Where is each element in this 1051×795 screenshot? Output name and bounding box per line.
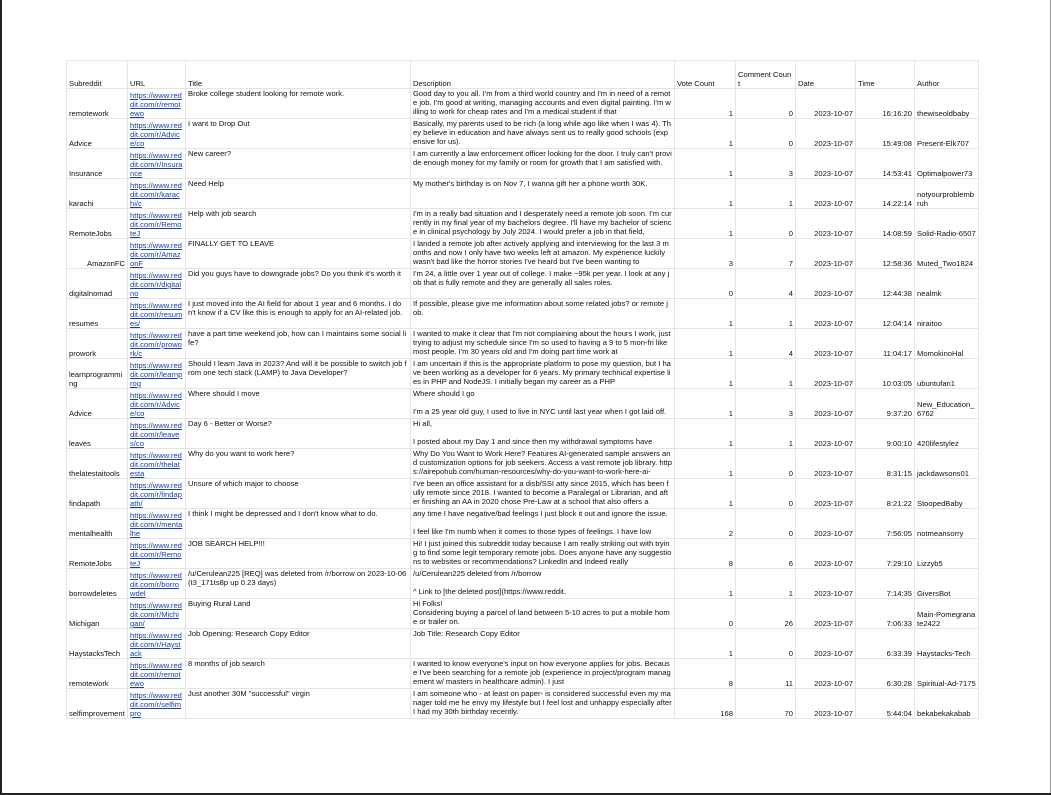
cell-date: 2023-10-07 <box>796 389 856 419</box>
cell-vote-count: 1 <box>675 89 736 119</box>
cell-subreddit: borrowdeletes <box>67 569 128 599</box>
cell-vote-count: 1 <box>675 449 736 479</box>
cell-url[interactable] <box>128 329 186 359</box>
cell-description: I'm 24, a little over 1 year out of college. I make ~95k per year. I look at any job that is fully remote and they are generally all sales roles. <box>411 269 675 299</box>
cell-title: Unsure of which major to choose <box>186 479 411 509</box>
url-link[interactable]: https://www.reddit.com/r/selfimpro <box>130 691 182 718</box>
cell-author: notyourproblembruh <box>915 179 979 209</box>
cell-author: jackdawsons01 <box>915 449 979 479</box>
cell-subreddit: thelatestaitools <box>67 449 128 479</box>
url-link[interactable]: https://www.reddit.com/r/remotewo <box>130 91 182 118</box>
cell-time: 14:22:14 <box>856 179 915 209</box>
cell-title: New career? <box>186 149 411 179</box>
cell-comment-count: 11 <box>736 659 796 689</box>
cell-url[interactable] <box>128 599 186 629</box>
cell-title: JOB SEARCH HELP!!! <box>186 539 411 569</box>
cell-url[interactable] <box>128 509 186 539</box>
cell-vote-count: 1 <box>675 629 736 659</box>
table-row <box>67 689 979 719</box>
cell-subreddit: AmazonFC <box>67 239 128 269</box>
url-link[interactable]: https://www.reddit.com/r/Haystack <box>130 631 182 658</box>
cell-comment-count: 26 <box>736 599 796 629</box>
cell-comment-count: 1 <box>736 419 796 449</box>
cell-description: If possible, please give me information about some related jobs? or remote job. <box>411 299 675 329</box>
cell-url[interactable] <box>128 569 186 599</box>
url-link[interactable]: https://www.reddit.com/r/RemoteJ <box>130 541 182 568</box>
cell-author: 420lifestylez <box>915 419 979 449</box>
url-link[interactable]: https://www.reddit.com/r/AmazonF <box>130 241 182 268</box>
cell-author: niraitoo <box>915 299 979 329</box>
cell-vote-count: 0 <box>675 269 736 299</box>
cell-date: 2023-10-07 <box>796 179 856 209</box>
cell-url[interactable] <box>128 209 186 239</box>
cell-url[interactable] <box>128 629 186 659</box>
cell-comment-count: 4 <box>736 329 796 359</box>
cell-description: Hi all, I posted about my Day 1 and since then my withdrawal symptoms have <box>411 419 675 449</box>
table-row <box>67 569 979 599</box>
cell-url[interactable] <box>128 149 186 179</box>
cell-url[interactable] <box>128 479 186 509</box>
url-link[interactable]: https://www.reddit.com/r/learnprog <box>130 361 183 388</box>
posts-table <box>66 60 979 719</box>
cell-url[interactable] <box>128 239 186 269</box>
cell-description: I wanted to make it clear that I'm not complaining about the hours I work, just trying to adjust my schedule since I'm so used to having a 9 to 5 mon-fri like most people. I'm 30 years old and I'm doing part time work at <box>411 329 675 359</box>
cell-comment-count: 0 <box>736 629 796 659</box>
cell-time: 16:16:20 <box>856 89 915 119</box>
cell-url[interactable] <box>128 359 186 389</box>
table-row <box>67 389 979 419</box>
header-url: URL <box>128 61 186 89</box>
cell-date: 2023-10-07 <box>796 119 856 149</box>
cell-title: 8 months of job search <box>186 659 411 689</box>
cell-title: I want to Drop Out <box>186 119 411 149</box>
cell-description: Job Title: Research Copy Editor <box>411 629 675 659</box>
cell-description: I am uncertain if this is the appropriate platform to pose my question, but I have been working as a developer for 6 years. My primary technical expertise lies in PHP and NodeJS. I initially began my career as a PHP <box>411 359 675 389</box>
cell-description: Good day to you all. I'm from a third world country and I'm in need of a remote job. I'm good at writing, managing accounts and even digital painting. I'm willing to work for cheap rates and I'm a medical student if that <box>411 89 675 119</box>
cell-vote-count: 2 <box>675 509 736 539</box>
url-link[interactable]: https://www.reddit.com/r/thelatesta <box>130 451 182 478</box>
cell-time: 6:33:39 <box>856 629 915 659</box>
cell-comment-count: 70 <box>736 689 796 719</box>
cell-author: StoopedBaby <box>915 479 979 509</box>
cell-title: I think I might be depressed and I don't know what to do. <box>186 509 411 539</box>
cell-comment-count: 6 <box>736 539 796 569</box>
cell-subreddit: RemoteJobs <box>67 209 128 239</box>
cell-subreddit: prowork <box>67 329 128 359</box>
cell-author: Haystacks-Tech <box>915 629 979 659</box>
url-link[interactable]: https://www.reddit.com/r/Insurance <box>130 151 183 178</box>
cell-vote-count: 1 <box>675 479 736 509</box>
table-row <box>67 149 979 179</box>
table-row <box>67 89 979 119</box>
url-link[interactable]: https://www.reddit.com/r/findapath/ <box>130 481 182 508</box>
cell-url[interactable] <box>128 689 186 719</box>
table-row <box>67 599 979 629</box>
cell-url[interactable] <box>128 269 186 299</box>
cell-title: Buying Rural Land <box>186 599 411 629</box>
cell-title: Did you guys have to downgrade jobs? Do you think it's worth it <box>186 269 411 299</box>
cell-subreddit: Michigan <box>67 599 128 629</box>
cell-comment-count: 1 <box>736 359 796 389</box>
cell-title: Should I learn Java in 2023? And will it be possible to switch job from one tech stack (LAMP) to Java Developer? <box>186 359 411 389</box>
cell-vote-count: 1 <box>675 179 736 209</box>
cell-url[interactable] <box>128 419 186 449</box>
cell-time: 6:30:28 <box>856 659 915 689</box>
cell-author: nealmk <box>915 269 979 299</box>
header-date: Date <box>796 61 856 89</box>
cell-time: 14:53:41 <box>856 149 915 179</box>
cell-description: any time I have negative/bad feelings I just block it out and ignore the issue. I feel like I'm numb when it comes to those types of feelings. I have low <box>411 509 675 539</box>
cell-description: I'm in a really bad situation and I desperately need a remote job soon. I'm currently in my final year of my bachelors degree. I'll have my bachelor of science in clinical psychology by July 2024. I would prefer a job in that field, <box>411 209 675 239</box>
cell-author: Main-Pomegranate2422 <box>915 599 979 629</box>
window-left-edge <box>0 0 2 795</box>
cell-date: 2023-10-07 <box>796 629 856 659</box>
cell-date: 2023-10-07 <box>796 359 856 389</box>
table-row <box>67 539 979 569</box>
table-row <box>67 359 979 389</box>
cell-title: have a part time weekend job, how can I maintains some social life? <box>186 329 411 359</box>
table-body <box>67 89 979 719</box>
cell-time: 9:37:20 <box>856 389 915 419</box>
cell-title: Where should I move <box>186 389 411 419</box>
cell-title: I just moved into the AI field for about 1 year and 6 months. I don't know if a CV like this is enough to apply for an AI-related job. <box>186 299 411 329</box>
cell-subreddit: mentalhealth <box>67 509 128 539</box>
cell-title: Job Opening: Research Copy Editor <box>186 629 411 659</box>
cell-vote-count: 1 <box>675 389 736 419</box>
header-comment-count: Comment Count <box>736 61 796 89</box>
cell-vote-count: 1 <box>675 359 736 389</box>
cell-subreddit: leaves <box>67 419 128 449</box>
cell-comment-count: 0 <box>736 209 796 239</box>
cell-vote-count: 0 <box>675 599 736 629</box>
cell-subreddit: Insurance <box>67 149 128 179</box>
table-row <box>67 479 979 509</box>
cell-date: 2023-10-07 <box>796 479 856 509</box>
table-row <box>67 329 979 359</box>
cell-time: 15:49:08 <box>856 119 915 149</box>
cell-subreddit: learnprogramming <box>67 359 128 389</box>
cell-comment-count: 7 <box>736 239 796 269</box>
cell-vote-count: 1 <box>675 419 736 449</box>
cell-date: 2023-10-07 <box>796 239 856 269</box>
cell-author: ubuntufan1 <box>915 359 979 389</box>
cell-subreddit: selfimprovement <box>67 689 128 719</box>
cell-subreddit: remotework <box>67 659 128 689</box>
table-row <box>67 299 979 329</box>
cell-date: 2023-10-07 <box>796 539 856 569</box>
cell-vote-count: 3 <box>675 239 736 269</box>
cell-author: Present-Elk707 <box>915 119 979 149</box>
cell-author: notmeansorry <box>915 509 979 539</box>
cell-url[interactable] <box>128 299 186 329</box>
cell-title: Why do you want to work here? <box>186 449 411 479</box>
cell-url[interactable] <box>128 389 186 419</box>
cell-url[interactable] <box>128 179 186 209</box>
header-row <box>67 61 979 89</box>
cell-time: 7:29:10 <box>856 539 915 569</box>
header-author: Author <box>915 61 979 89</box>
cell-vote-count: 1 <box>675 149 736 179</box>
cell-title: /u/Cerulean225 [REQ] was deleted from /r/borrow on 2023-10-06 (t3_171ts8p up 0.23 days) <box>186 569 411 599</box>
cell-time: 12:04:14 <box>856 299 915 329</box>
cell-time: 7:56:05 <box>856 509 915 539</box>
cell-time: 12:44:38 <box>856 269 915 299</box>
cell-subreddit: HaystacksTech <box>67 629 128 659</box>
cell-url[interactable] <box>128 449 186 479</box>
url-link[interactable]: https://www.reddit.com/r/prowork/c <box>130 331 182 358</box>
cell-description: Why Do You Want to Work Here? Features AI-generated sample answers and customization options for job seekers. Access a vast remote job library. https://airepohub.com/human-resources/why-do-you-want-to-work-here-ai- <box>411 449 675 479</box>
cell-author: Spiritual-Ad-7175 <box>915 659 979 689</box>
cell-date: 2023-10-07 <box>796 659 856 689</box>
cell-subreddit: karachi <box>67 179 128 209</box>
cell-title: Broke college student looking for remote work. <box>186 89 411 119</box>
cell-comment-count: 0 <box>736 89 796 119</box>
cell-description: Where should I go I'm a 25 year old guy, I used to live in NYC until last year when I got laid off. <box>411 389 675 419</box>
table-row <box>67 209 979 239</box>
cell-comment-count: 1 <box>736 569 796 599</box>
cell-description: I am currently a law enforcement officer looking for the door. I truly can't provide enough money for my family or room for growth that I am satisfied with. <box>411 149 675 179</box>
cell-title: Help with job search <box>186 209 411 239</box>
cell-comment-count: 3 <box>736 149 796 179</box>
cell-time: 7:14:35 <box>856 569 915 599</box>
cell-date: 2023-10-07 <box>796 299 856 329</box>
url-link[interactable]: https://www.reddit.com/r/karachi/c <box>130 181 182 208</box>
cell-date: 2023-10-07 <box>796 269 856 299</box>
cell-comment-count: 3 <box>736 389 796 419</box>
url-link[interactable]: https://www.reddit.com/r/Michigan/ <box>130 601 182 628</box>
url-link[interactable]: https://www.reddit.com/r/RemoteJ <box>130 211 182 238</box>
cell-subreddit: findapath <box>67 479 128 509</box>
cell-subreddit: digitalnomad <box>67 269 128 299</box>
cell-title: Day 6 - Better or Worse? <box>186 419 411 449</box>
cell-time: 7:06:33 <box>856 599 915 629</box>
url-link[interactable]: https://www.reddit.com/r/digitalno <box>130 271 182 298</box>
cell-author: thewiseoldbaby <box>915 89 979 119</box>
table-row <box>67 119 979 149</box>
cell-title: FINALLY GET TO LEAVE <box>186 239 411 269</box>
url-link[interactable]: https://www.reddit.com/r/leaves/co <box>130 421 182 448</box>
header-time: Time <box>856 61 915 89</box>
url-link[interactable]: https://www.reddit.com/r/Advice/co <box>130 391 182 418</box>
cell-comment-count: 1 <box>736 299 796 329</box>
cell-date: 2023-10-07 <box>796 419 856 449</box>
header-subreddit: Subreddit <box>67 61 128 89</box>
cell-time: 5:44:04 <box>856 689 915 719</box>
table-row <box>67 419 979 449</box>
cell-time: 10:03:05 <box>856 359 915 389</box>
cell-description: I am someone who - at least on paper- is considered successful even my manager told me he envy my lifestyle but I feel lost and unhappy especially after I had my 30th birthday recently. <box>411 689 675 719</box>
cell-vote-count: 1 <box>675 569 736 599</box>
cell-description: /u/Cerulean225 deleted from /r/borrow ^ Link to [the deleted post](https://www.reddit. <box>411 569 675 599</box>
cell-subreddit: remotework <box>67 89 128 119</box>
cell-vote-count: 1 <box>675 119 736 149</box>
cell-date: 2023-10-07 <box>796 509 856 539</box>
cell-description: Basically, my parents used to be rich (a long while ago like when I was 4). They believe in education and have always sent us to really good schools (expensive for us). <box>411 119 675 149</box>
cell-date: 2023-10-07 <box>796 89 856 119</box>
cell-date: 2023-10-07 <box>796 329 856 359</box>
cell-title: Need Help <box>186 179 411 209</box>
cell-vote-count: 1 <box>675 209 736 239</box>
cell-subreddit: Advice <box>67 389 128 419</box>
cell-date: 2023-10-07 <box>796 569 856 599</box>
cell-time: 8:21:22 <box>856 479 915 509</box>
table-row <box>67 179 979 209</box>
cell-description: I landed a remote job after actively applying and interviewing for the last 3 months and now I only have two weeks left at amazon. My experience luckily wasn't bad like the horror stories I've heard but I've been wanting to <box>411 239 675 269</box>
table-row <box>67 269 979 299</box>
url-link[interactable]: https://www.reddit.com/r/mentalhe <box>130 511 183 538</box>
cell-author: GiversBot <box>915 569 979 599</box>
table-row <box>67 239 979 269</box>
header-vote-count: Vote Count <box>675 61 736 89</box>
cell-description: Hi Folks! Considering buying a parcel of land between 5-10 acres to put a mobile home or trailer on. <box>411 599 675 629</box>
cell-vote-count: 8 <box>675 539 736 569</box>
cell-vote-count: 1 <box>675 329 736 359</box>
cell-time: 9:00:10 <box>856 419 915 449</box>
cell-url[interactable] <box>128 659 186 689</box>
cell-author: Optimalpower73 <box>915 149 979 179</box>
table-row <box>67 629 979 659</box>
cell-comment-count: 1 <box>736 179 796 209</box>
cell-date: 2023-10-07 <box>796 689 856 719</box>
cell-time: 12:58:36 <box>856 239 915 269</box>
cell-description: I've been an office assistant for a disb/SSI atty since 2015, which has been fully remote since 2018. I wanted to become a Paralegal or Librarian, and after finishing an AA in 2020 chose Pre-Law at a school that also offers a <box>411 479 675 509</box>
cell-comment-count: 0 <box>736 509 796 539</box>
cell-url[interactable] <box>128 119 186 149</box>
cell-comment-count: 0 <box>736 449 796 479</box>
cell-description: I wanted to know everyone's input on how everyone applies for jobs. Because I've been searching for a remote job (experience in project/program management w/ masters in healthcare admin). I just <box>411 659 675 689</box>
cell-title: Just another 30M "successful" virgin <box>186 689 411 719</box>
table-row <box>67 509 979 539</box>
spreadsheet-page <box>66 60 978 719</box>
cell-subreddit: Advice <box>67 119 128 149</box>
url-link[interactable]: https://www.reddit.com/r/Advice/co <box>130 121 182 148</box>
cell-subreddit: RemoteJobs <box>67 539 128 569</box>
cell-vote-count: 8 <box>675 659 736 689</box>
table-row <box>67 659 979 689</box>
url-link[interactable]: https://www.reddit.com/r/remotewo <box>130 661 182 688</box>
cell-description: My mother's birthday is on Nov 7, I wanna gift her a phone worth 30K. <box>411 179 675 209</box>
url-link[interactable]: https://www.reddit.com/r/resumes/ <box>130 301 183 328</box>
cell-comment-count: 4 <box>736 269 796 299</box>
cell-author: New_Education_6762 <box>915 389 979 419</box>
header-description: Description <box>411 61 675 89</box>
url-link[interactable]: https://www.reddit.com/r/borrowdel <box>130 571 182 598</box>
cell-date: 2023-10-07 <box>796 149 856 179</box>
cell-subreddit: resumes <box>67 299 128 329</box>
cell-time: 8:31:15 <box>856 449 915 479</box>
cell-author: bekabekakabab <box>915 689 979 719</box>
cell-comment-count: 0 <box>736 119 796 149</box>
cell-author: Lizzyb5 <box>915 539 979 569</box>
header-title: Title <box>186 61 411 89</box>
cell-date: 2023-10-07 <box>796 449 856 479</box>
cell-date: 2023-10-07 <box>796 209 856 239</box>
cell-comment-count: 0 <box>736 479 796 509</box>
cell-author: Solid-Radio-6507 <box>915 209 979 239</box>
cell-url[interactable] <box>128 539 186 569</box>
table-row <box>67 449 979 479</box>
cell-time: 14:08:59 <box>856 209 915 239</box>
cell-author: MomokinoHal <box>915 329 979 359</box>
cell-date: 2023-10-07 <box>796 599 856 629</box>
cell-url[interactable] <box>128 89 186 119</box>
cell-author: Muted_Two1824 <box>915 239 979 269</box>
cell-vote-count: 1 <box>675 299 736 329</box>
cell-vote-count: 168 <box>675 689 736 719</box>
cell-time: 11:04:17 <box>856 329 915 359</box>
cell-description: Hi! I just joined this subreddit today because I am really striking out with trying to find some legit temporary remote jobs. Does anyone have any suggestions to websites or recommendations? LinkedIn and Indeed really <box>411 539 675 569</box>
